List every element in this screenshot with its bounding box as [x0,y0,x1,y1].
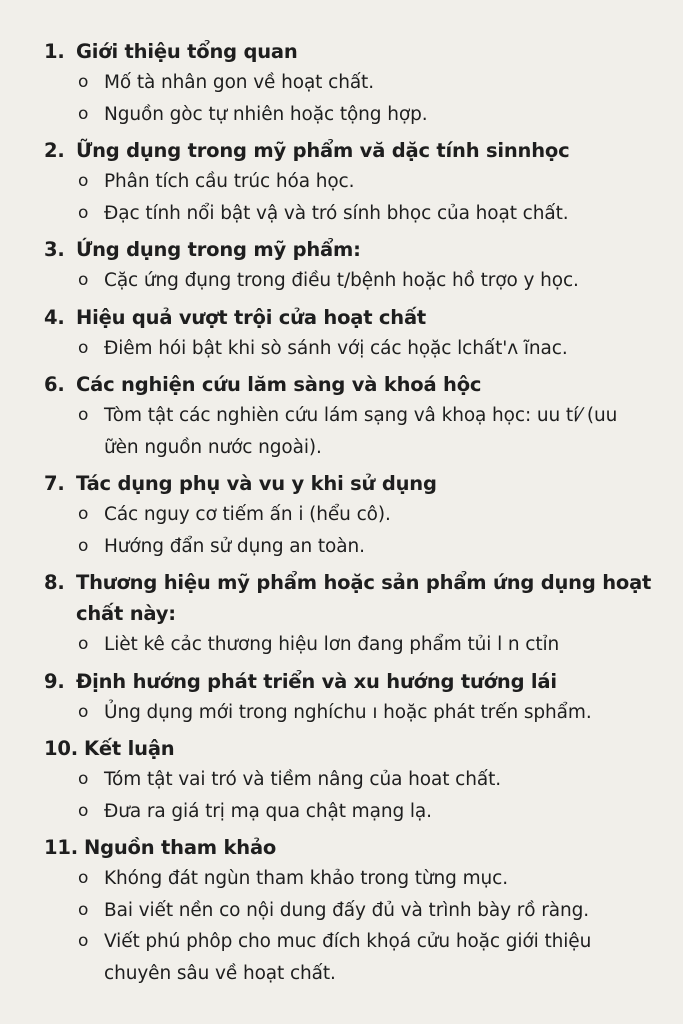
section-number: 1. [44,40,65,63]
bullet-marker-icon: o [78,103,89,124]
bullet-list [44,333,663,365]
section-heading [44,832,663,863]
section-title: Kết luận [84,737,175,760]
section-number: 2. [44,139,65,162]
list-item [78,629,663,661]
section-number: 3. [44,238,65,261]
list-item [78,400,663,463]
section-title: Các nghiện cứu lăm sàng và khoá hộc [76,373,482,396]
section-4 [44,302,663,365]
bullet-list [44,400,663,463]
bullet-marker-icon: o [78,868,89,888]
section-9 [44,666,663,729]
section-heading [44,666,663,697]
list-item [78,764,663,796]
list-item [78,166,663,198]
list-item [78,863,663,895]
list-item [78,531,663,563]
bullet-marker-icon: o [78,931,89,951]
section-3 [44,234,663,297]
section-title: Giới thiệu tổng quan [76,40,298,63]
bullet-marker-icon: o [78,270,89,290]
list-item [78,198,663,230]
bullet-marker-icon: o [78,535,89,556]
bullet-marker-icon: o [78,769,89,789]
list-item-text: Ủng dụng mới trong nghíchu ı hoặc phát trến sphẩm. [104,701,592,723]
section-11 [44,832,663,989]
bullet-marker-icon: o [78,504,89,524]
list-item-text: Bai viết nền co nội dung đấy đủ và trình bày rồ ràng. [104,899,590,921]
bullet-marker-icon: o [78,202,89,223]
bullet-list [44,166,663,229]
section-heading [44,733,663,764]
section-2 [44,135,663,229]
section-number: 7. [44,472,65,495]
section-7 [44,468,663,562]
section-heading [44,135,663,166]
list-item-text: Đưa ra giá trị mạ qua chật mạng lạ. [104,800,432,822]
list-item-text: Tòm tật các nghièn cứu lám sạng vâ khoạ học: uu tí⁄ (uu ữèn nguồn nước ngoài). [104,405,618,458]
list-item [78,697,663,729]
bullet-list [44,697,663,729]
section-number: 6. [44,373,65,396]
list-item [78,796,663,828]
section-heading [44,36,663,67]
section-6 [44,369,663,463]
section-number: 11. [44,836,78,859]
list-item-text: Các nguy cơ tiếm ấn i (hểu cô). [104,504,391,525]
section-10 [44,733,663,827]
list-item-text: Khóng đát ngùn tham khảo trong từng mục. [104,868,508,889]
section-title: Ứng dụng trong mỹ phẩm: [76,238,361,261]
bullet-marker-icon: o [78,72,89,92]
list-item-text: Hướng đẩn sử dụng an toàn. [104,535,365,557]
list-item-text: Viết phú phôp cho muc đích khọá cửu hoặc giới thiệu chuyên sâu về hoạt chất. [104,931,592,984]
section-title: Ững dụng trong mỹ phẩm vă dặc tính sinnhọc [76,139,570,162]
section-heading [44,468,663,499]
section-number: 8. [44,571,65,594]
list-item-text: Nguồn gòc tự nhiên hoặc tộng hợp. [104,103,428,125]
list-item-text: Lièt kê cảc thương hiệu lơn đang phẩm tủi l n ctỉn [104,634,560,655]
section-heading [44,234,663,265]
bullet-list [44,764,663,827]
section-number: 4. [44,305,65,329]
list-item-text: Điêm hói bật khi sò sánh vớị các họặc lchất'ʌ ĩnac. [104,337,568,359]
bullet-marker-icon: o [78,899,89,920]
list-item-text: Mố tà nhân gon về hoạt chất. [104,72,374,93]
section-1 [44,36,663,130]
list-item [78,99,663,131]
section-title: Hiệu quả vượt trội cửa hoạt chất [76,305,427,329]
bullet-marker-icon: o [78,405,89,425]
bullet-list [44,265,663,297]
bullet-marker-icon: o [78,800,89,821]
list-item [78,499,663,531]
list-item-text: Đạc tính nổi bật vậ và tró sính bhọc của hoạt chất. [104,202,569,224]
bullet-marker-icon: o [78,171,89,191]
bullet-list [44,499,663,562]
list-item [78,926,663,989]
bullet-marker-icon: o [78,337,89,358]
section-heading [44,302,663,333]
section-number: 10. [44,737,78,760]
section-heading [44,567,663,629]
list-item-text: Cặc ứng đụng trong điều t/bệnh hoặc hồ trợo y học. [104,270,579,291]
section-title: Nguồn tham khảo [84,836,277,859]
list-item [78,265,663,297]
list-item-text: Tóm tật vai tró và tiềm nâng của hoat chất. [104,769,502,790]
bullet-list [44,863,663,989]
section-title: Tác dụng phụ và vu y khi sử dụng [76,472,437,495]
section-number: 9. [44,669,65,693]
bullet-marker-icon: o [78,701,89,722]
list-item [78,895,663,927]
section-title: Thương hiệu mỹ phẩm hoặc sản phẩm ứng dụng hoạt chất này: [76,571,652,625]
section-title: Định hướng phát triển và xu hướng tướng lái [76,669,557,693]
list-item-text: Phân tích cầu trúc hóa học. [104,171,355,192]
bullet-list [44,629,663,661]
section-heading [44,369,663,400]
list-item [78,333,663,365]
bullet-marker-icon: o [78,634,89,654]
bullet-list [44,67,663,130]
list-item [78,67,663,99]
section-8 [44,567,663,661]
